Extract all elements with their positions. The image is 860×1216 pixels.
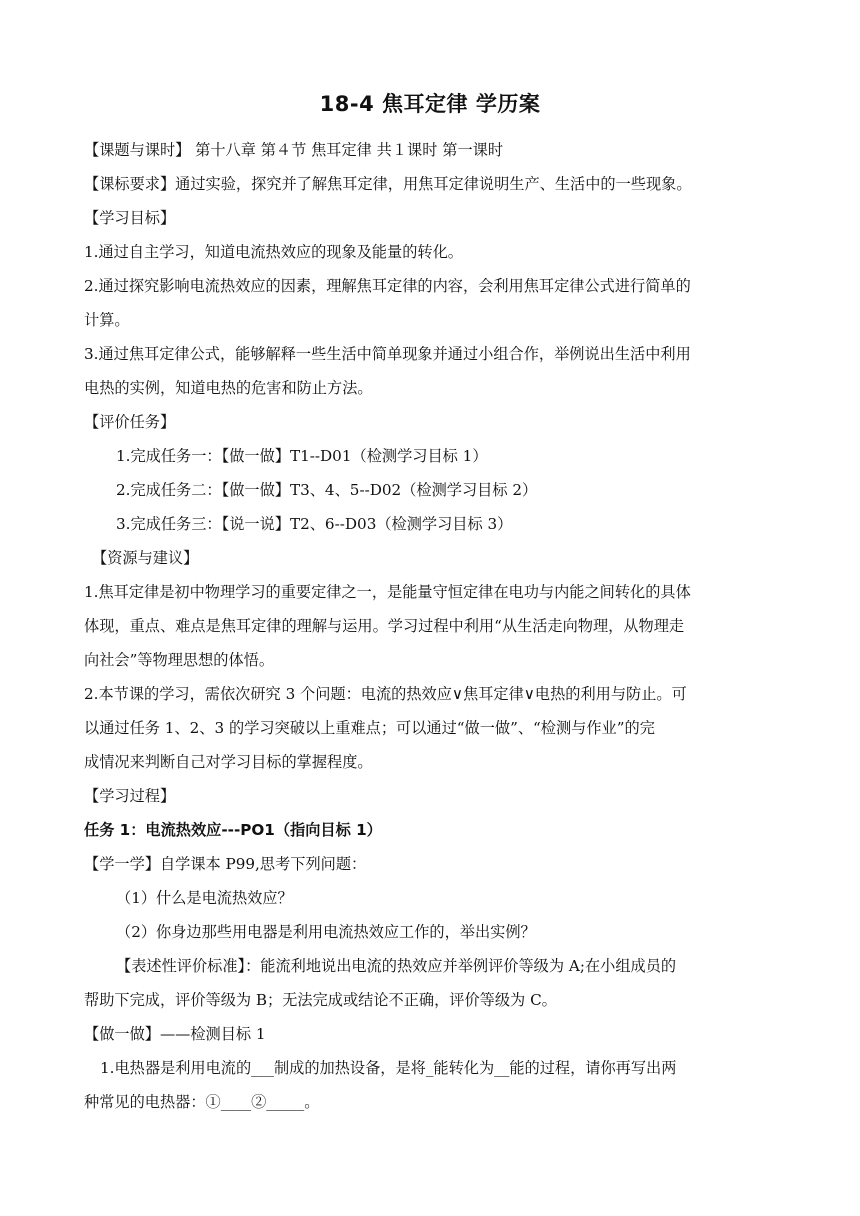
course-info-line: 【课题与课时】 第十八章 第４节 焦耳定律 共１课时 第一课时 xyxy=(84,141,504,159)
curriculum-requirement-line: 【课标要求】通过实验，探究并了解焦耳定律，用焦耳定律说明生产、生活中的一些现象。 xyxy=(84,175,692,193)
evaluation-task-1-line: 1.完成任务一：【做一做】T1--D01（检测学习目标 1） xyxy=(116,447,488,465)
resources-paragraph-2-line-2: 以通过任务 1、2、3 的学习突破以上重难点；可以通过“做一做”、“检测与作业”的完 xyxy=(84,719,655,737)
evaluation-standard-line-1: 【表述性评价标准】：能流利地说出电流的热效应并举例评价等级为 A;在小组成员的 xyxy=(116,957,677,975)
resources-heading: 【资源与建议】 xyxy=(92,549,199,567)
objective-3-line: 3.通过焦耳定律公式，能够解释一些生活中简单现象并通过小组合作，举例说出生活中利用 xyxy=(84,345,691,363)
objective-3-continued-line: 电热的实例，知道电热的危害和防止方法。 xyxy=(84,379,373,397)
evaluation-standard-line-2: 帮助下完成，评价等级为 B；无法完成或结论不正确，评价等级为 C。 xyxy=(84,991,557,1009)
question-1-line: （1）什么是电流热效应？ xyxy=(116,889,293,907)
document-title: 18-4 焦耳定律 学历案 xyxy=(319,92,541,116)
evaluation-tasks-heading: 【评价任务】 xyxy=(84,413,176,431)
practice-question-1-line-2: 种常见的电热器：①____②_____。 xyxy=(84,1093,320,1111)
task-1-heading: 任务 1：电流热效应---PO1（指向目标 1） xyxy=(84,821,382,839)
practice-question-1-line-1: 1.电热器是利用电流的___制成的加热设备，是将_能转化为__能的过程，请你再写出两 xyxy=(100,1059,677,1077)
resources-paragraph-1-line-3: 向社会”等物理思想的体悟。 xyxy=(84,651,275,669)
evaluation-task-3-line: 3.完成任务三：【说一说】T2、6--D03（检测学习目标 3） xyxy=(116,515,513,533)
learning-process-heading: 【学习过程】 xyxy=(84,787,176,805)
objective-2-line: 2.通过探究影响电流热效应的因素，理解焦耳定律的内容，会利用焦耳定律公式进行简单的 xyxy=(84,277,691,295)
objective-2-continued-line: 计算。 xyxy=(84,311,130,329)
question-2-line: （2）你身边那些用电器是利用电流热效应工作的，举出实例？ xyxy=(116,923,536,941)
resources-paragraph-1-line-1: 1.焦耳定律是初中物理学习的重要定律之一，是能量守恒定律在电功与内能之间转化的具体 xyxy=(84,583,691,601)
evaluation-task-2-line: 2.完成任务二：【做一做】T3、4、5--D02（检测学习目标 2） xyxy=(116,481,538,499)
study-prompt-line: 【学一学】自学课本 P99,思考下列问题： xyxy=(84,855,367,873)
resources-paragraph-2-line-1: 2.本节课的学习，需依次研究 3 个问题：电流的热效应∨焦耳定律∨电热的利用与防止。可 xyxy=(84,685,687,703)
resources-paragraph-2-line-3: 成情况来判断自己对学习目标的掌握程度。 xyxy=(84,753,373,771)
learning-objectives-heading: 【学习目标】 xyxy=(84,209,176,227)
practice-heading: 【做一做】——检测目标 1 xyxy=(84,1025,266,1043)
objective-1-line: 1.通过自主学习，知道电流热效应的现象及能量的转化。 xyxy=(84,243,463,261)
resources-paragraph-1-line-2: 体现，重点、难点是焦耳定律的理解与运用。学习过程中利用“从生活走向物理，从物理走 xyxy=(84,617,685,635)
